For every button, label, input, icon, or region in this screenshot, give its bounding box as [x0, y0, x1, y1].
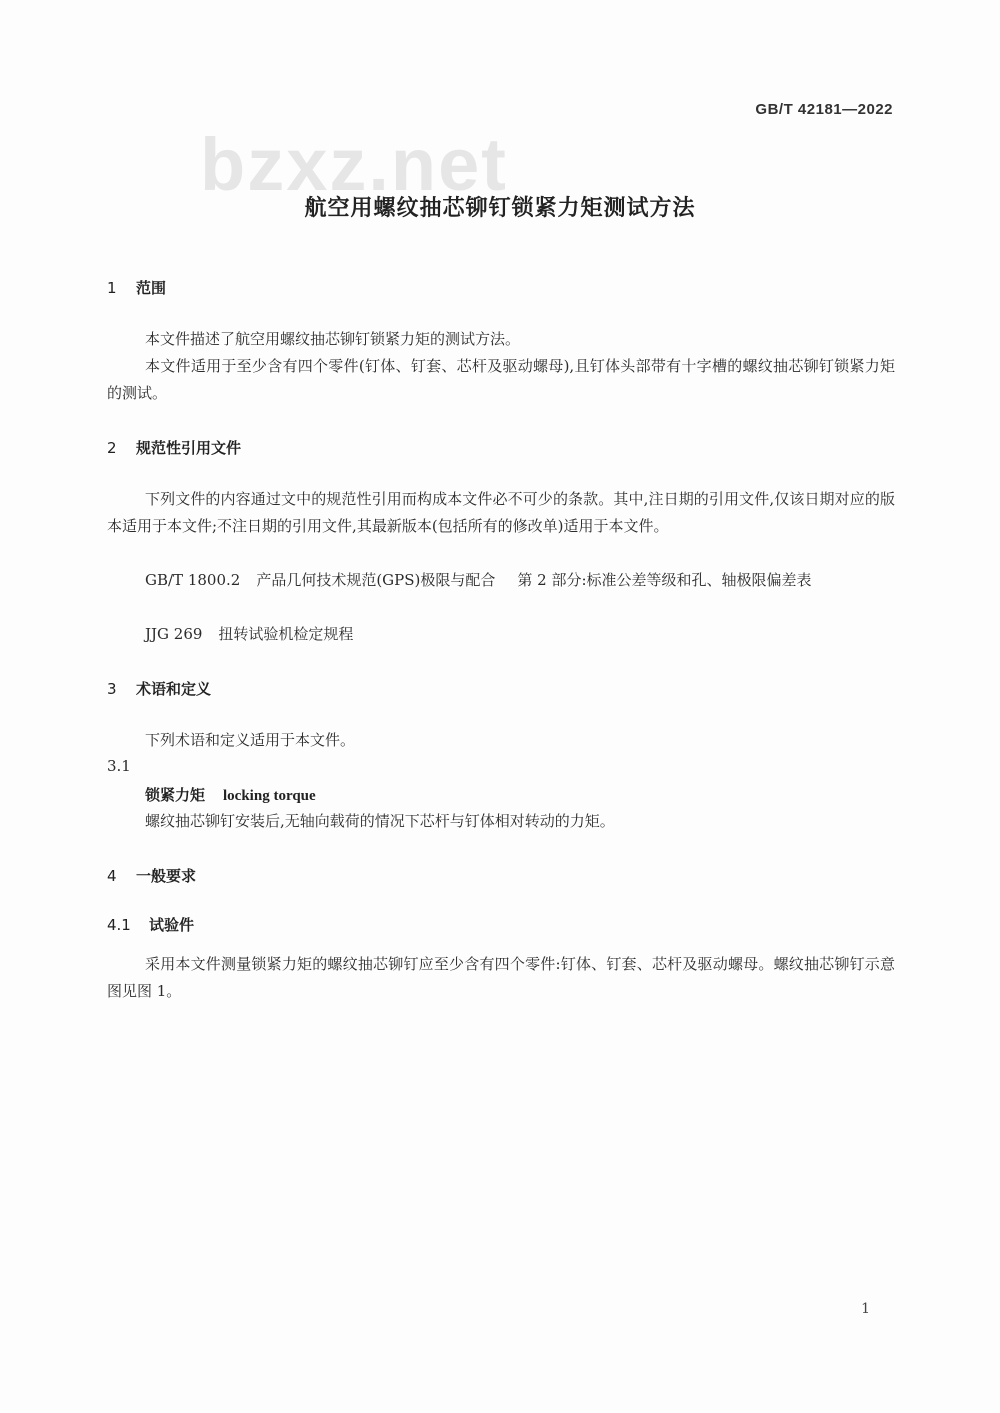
section-2-heading: [107, 437, 241, 458]
subsection-number: 4.1: [107, 916, 131, 934]
section-1-paragraph-1: 本文件描述了航空用螺纹抽芯铆钉锁紧力矩的测试方法。: [145, 330, 521, 348]
normative-reference-2: [107, 621, 895, 648]
section-title: 规范性引用文件: [136, 439, 242, 457]
term-english: locking torque: [223, 788, 316, 804]
section-title: 术语和定义: [136, 680, 212, 698]
term-chinese: 锁紧力矩: [145, 786, 206, 804]
page-number: 1: [861, 1301, 870, 1317]
subsection-title: 试验件: [149, 916, 195, 934]
reference-title-part-a: 产品几何技术规范(GPS)极限与配合: [256, 571, 496, 589]
section-number: 2: [107, 439, 117, 457]
section-number: 1: [107, 279, 117, 297]
document-title: 航空用螺纹抽芯铆钉锁紧力矩测试方法: [304, 196, 696, 221]
reference-code: GB/T 1800.2: [145, 571, 241, 589]
section-3-paragraph-1: 下列术语和定义适用于本文件。: [145, 731, 356, 749]
reference-title-part-b: 第 2 部分:标准公差等级和孔、轴极限偏差表: [517, 571, 812, 589]
term-definition: 螺纹抽芯铆钉安装后,无轴向载荷的情况下芯杆与钉体相对转动的力矩。: [145, 812, 615, 830]
reference-code: JJG 269: [145, 625, 203, 643]
term-entry: [145, 784, 316, 805]
section-1-paragraph-2: 本文件适用于至少含有四个零件(钉体、钉套、芯杆及驱动螺母),且钉体头部带有十字槽的螺纹抽芯铆钉锁紧力矩的测试。: [107, 357, 895, 402]
standard-code: GB/T 42181—2022: [755, 101, 893, 118]
section-4-heading: [107, 865, 196, 886]
reference-title: 扭转试验机检定规程: [218, 625, 354, 643]
section-3-heading: [107, 678, 211, 699]
section-2-paragraph-1: 下列文件的内容通过文中的规范性引用而构成本文件必不可少的条款。其中,注日期的引用文件,仅该日期对应的版本适用于本文件;不注日期的引用文件,其最新版本(包括所有的修改单)适用于本文件。: [107, 490, 895, 535]
section-number: 3: [107, 680, 117, 698]
section-1-heading: [107, 277, 166, 298]
section-number: 4: [107, 867, 117, 885]
term-clause-number: 3.1: [107, 757, 131, 775]
subsection-4-1-heading: [107, 914, 194, 935]
section-title: 范围: [136, 279, 167, 297]
section-title: 一般要求: [136, 867, 197, 885]
watermark: bzxz.net: [200, 123, 508, 206]
subsection-4-1-paragraph-1: 采用本文件测量锁紧力矩的螺纹抽芯铆钉应至少含有四个零件:钉体、钉套、芯杆及驱动螺母。螺纹抽芯铆钉示意图见图 1。: [107, 955, 895, 1000]
normative-reference-1: [107, 567, 895, 594]
